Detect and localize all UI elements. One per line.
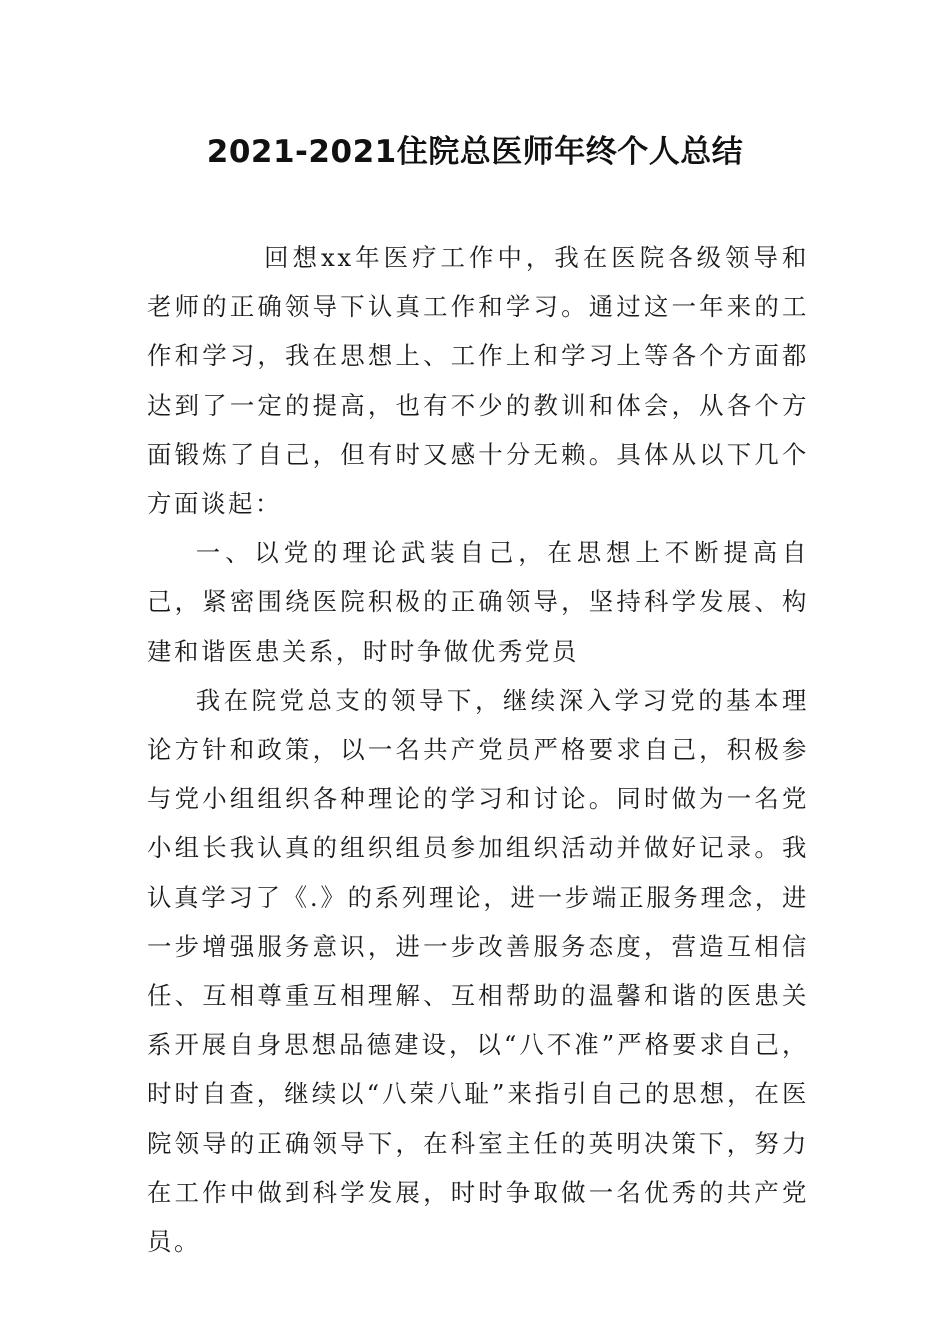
document-title: 2021-2021住院总医师年终个人总结 bbox=[206, 134, 744, 170]
paragraph-section-heading: 一、以党的理论武装自己，在思想上不断提高自己，紧密围绕医院积极的正确领导，坚持科学发展、构建和谐医患关系，时时争做优秀党员 bbox=[147, 538, 809, 666]
paragraph-intro: 回想xx年医疗工作中，我在医院各级领导和老师的正确领导下认真工作和学习。通过这一年来的工作和学习，我在思想上、工作上和学习上等各个方面都达到了一定的提高，也有不少的教训和体会，从各个方面锻炼了自己，但有时又感十分无赖。具体从以下几个方面谈起： bbox=[147, 243, 809, 519]
paragraph-party-study: 我在院党总支的领导下，继续深入学习党的基本理论方针和政策，以一名共产党员严格要求自己，积极参与党小组组织各种理论的学习和讨论。同时做为一名党小组长我认真的组织组员参加组织活动并做好记录。我认真学习了《.》的系列理论，进一步端正服务理念，进一步增强服务意识，进一步改善服务态度，营造互相信任、互相尊重互相理解、互相帮助的温馨和谐的医患关系开展自身思想品德建设，以“八不准”严格要求自己，时时自查，继续以“八荣八耻”来指引自己的思想，在医院领导的正确领导下，在科室主任的英明决策下，努力在工作中做到科学发展，时时争取做一名优秀的共产党员。 bbox=[147, 685, 809, 1257]
document-body bbox=[147, 233, 809, 1266]
